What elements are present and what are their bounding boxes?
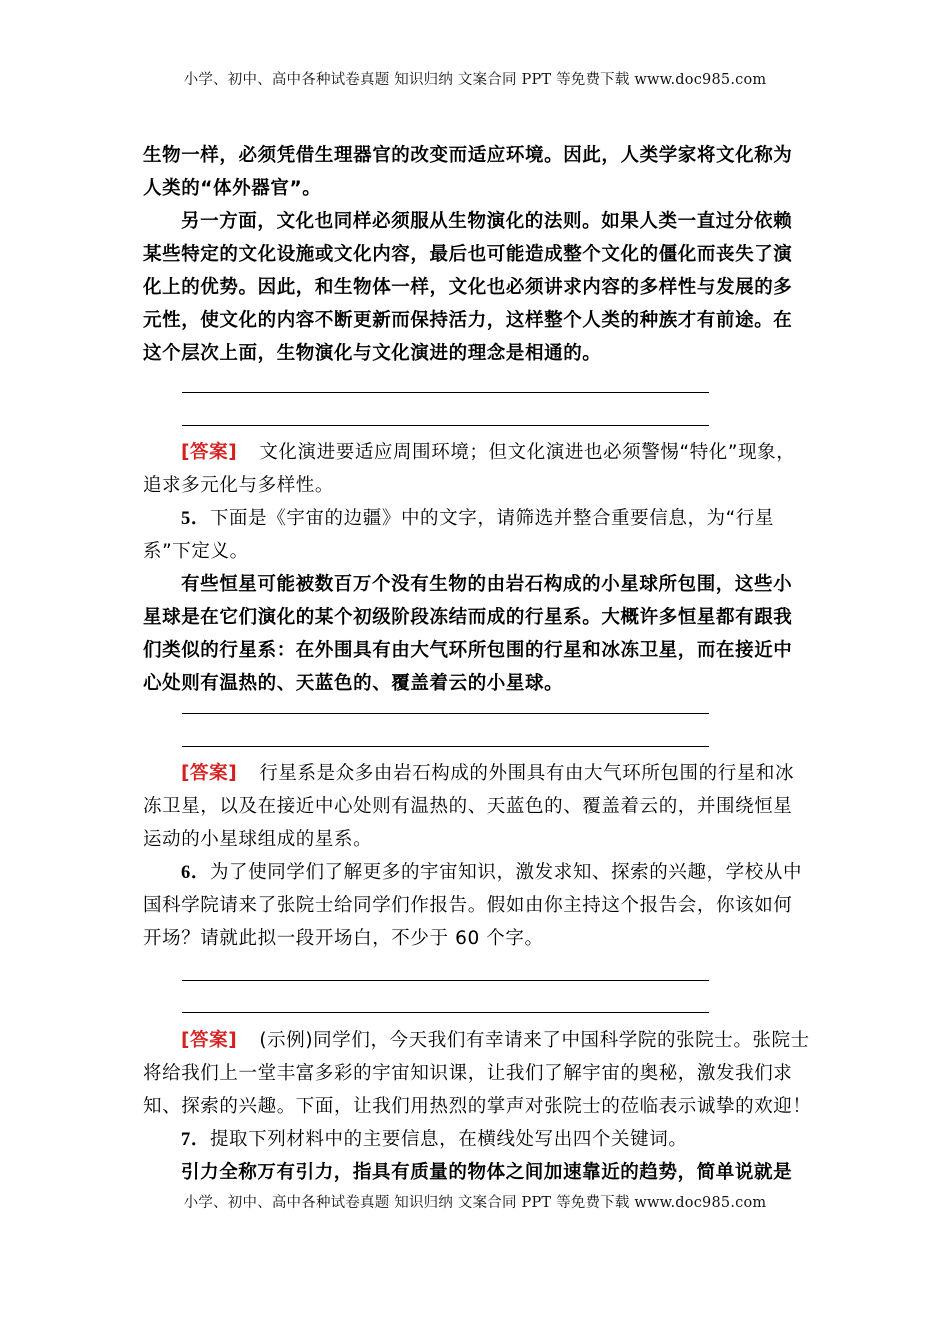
q5-prompt [181, 502, 813, 535]
question-number: 5． [181, 509, 210, 529]
answer-label: [答案] [181, 442, 238, 463]
material-line: 引力全称万有引力，指具有质量的物体之间加速靠近的趋势，简单说就是 [181, 1162, 793, 1183]
q7-prompt [181, 1123, 813, 1156]
q6-prompt [181, 856, 813, 889]
passage-line: 生物一样，必须凭借生理器官的改变而适应环境。因此，人类学家将文化称为 [143, 145, 793, 166]
answer-text: (示例)同学们，今天我们有幸请来了中国科学院的张院士。张院士 [259, 1030, 810, 1051]
answer-label: [答案] [181, 763, 238, 784]
answer-text: 知、探索的兴趣。下面，让我们用热烈的掌声对张院士的莅临表示诚挚的欢迎！ [143, 1096, 812, 1117]
question-text: 国科学院请来了张院士给同学们作报告。假如由你主持这个报告会，你该如何 [143, 895, 793, 916]
answer-text: 冻卫星，以及在接近中心处则有温热的、天蓝色的、覆盖着云的，并围绕恒星 [143, 796, 793, 817]
question-text: 为了使同学们了解更多的宇宙知识，激发求知、探索的兴趣，学校从中 [209, 862, 803, 883]
answer-text: 行星系是众多由岩石构成的外围具有由大气环所包围的行星和冰 [259, 763, 795, 784]
question-text: 提取下列材料中的主要信息，在横线处写出四个关键词。 [209, 1129, 688, 1150]
answer-text: 将给我们上一堂丰富多彩的宇宙知识课，让我们了解宇宙的奥秘，激发我们求 [143, 1063, 793, 1084]
answer-blank-line[interactable] [182, 713, 709, 714]
q5-answer [181, 757, 813, 790]
passage-line: 化上的优势。因此，和生物体一样，文化也必须讲求内容的多样性与发展的多 [143, 277, 793, 298]
question-number: 6． [181, 863, 210, 883]
material-line: 星球是在它们演化的某个初级阶段冻结而成的行星系。大概许多恒星都有跟我 [143, 607, 793, 628]
answer-blank-line[interactable] [182, 392, 709, 393]
passage-line: 某些特定的文化设施或文化内容，最后也可能造成整个文化的僵化而丧失了演 [143, 244, 793, 265]
passage-line: 另一方面，文化也同样必须服从生物演化的法则。如果人类一直过分依赖 [181, 211, 793, 232]
answer-label: [答案] [181, 1030, 238, 1051]
answer-blank-line[interactable] [182, 980, 709, 981]
page-header: 小学、初中、高中各种试卷真题 知识归纳 文案合同 PPT 等免费下载 www.doc985.com [183, 72, 767, 88]
q4-answer [181, 436, 813, 469]
answer-blank-line[interactable] [182, 1012, 709, 1013]
question-text: 开场？请就此拟一段开场白，不少于 60 个字。 [143, 928, 544, 949]
answer-blank-line[interactable] [182, 746, 709, 747]
answer-text: 追求多元化与多样性。 [143, 475, 335, 496]
passage-line: 这个层次上面，生物演化与文化演进的理念是相通的。 [143, 343, 602, 364]
passage-line: 人类的“体外器官”。 [143, 178, 322, 199]
material-line: 有些恒星可能被数百万个没有生物的由岩石构成的小星球所包围，这些小 [181, 574, 793, 595]
question-number: 7． [181, 1130, 210, 1150]
material-line: 心处则有温热的、天蓝色的、覆盖着云的小星球。 [143, 673, 564, 694]
question-text: 系”下定义。 [143, 541, 249, 562]
answer-text: 运动的小星球组成的星系。 [143, 829, 373, 850]
material-line: 们类似的行星系：在外围具有由大气环所包围的行星和冰冻卫星，而在接近中 [143, 640, 793, 661]
answer-text: 文化演进要适应周围环境；但文化演进也必须警惕“特化”现象， [259, 442, 796, 463]
passage-line: 元性，使文化的内容不断更新而保持活力，这样整个人类的种族才有前途。在 [143, 310, 793, 331]
question-text: 下面是《宇宙的边疆》中的文字，请筛选并整合重要信息，为“行星 [209, 508, 775, 529]
page-footer: 小学、初中、高中各种试卷真题 知识归纳 文案合同 PPT 等免费下载 www.doc985.com [183, 1195, 767, 1211]
q6-answer [181, 1024, 813, 1057]
answer-blank-line[interactable] [182, 425, 709, 426]
